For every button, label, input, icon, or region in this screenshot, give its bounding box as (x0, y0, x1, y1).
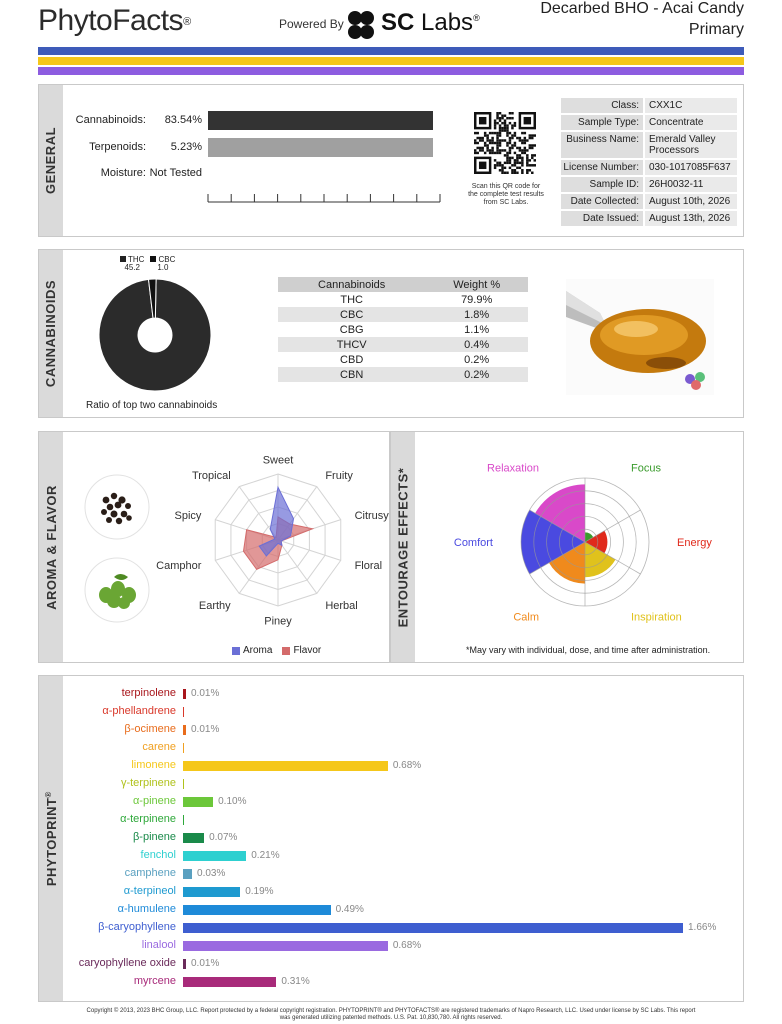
terpene-bar (183, 869, 192, 879)
legend-name: THC (120, 256, 144, 264)
terpene-name: caryophyllene oxide (78, 957, 176, 969)
terpene-value: 0.01% (191, 958, 220, 969)
terpene-name: limonene (131, 759, 176, 771)
table-row (278, 337, 528, 352)
entourage-note: *May vary with individual, dose, and time after administration. (466, 645, 711, 655)
sample-info-row (561, 211, 737, 226)
sample-info-value: CXX1C (645, 98, 737, 113)
sample-info-value: 26H0032-11 (645, 177, 737, 192)
header-stripe-yellow (38, 57, 744, 65)
terpene-bar (183, 887, 240, 897)
general-section-label: GENERAL (43, 126, 59, 195)
legend-swatch (150, 256, 156, 262)
effect-label: Focus (631, 462, 661, 475)
general-bar-value: 5.23% (170, 141, 202, 153)
entourage-section-label (396, 467, 411, 627)
terpene-value: 0.68% (392, 760, 422, 771)
cannabinoid-weight: 0.2% (464, 353, 490, 366)
terpene-name: fenchol (140, 849, 176, 861)
terpene-name: α-terpineol (123, 885, 176, 897)
legend-swatch (232, 647, 240, 655)
sample-info-key: Class: (561, 98, 643, 113)
aroma-peppercorn-image (84, 474, 150, 540)
product-name: Decarbed BHO - Acai Candy (540, 0, 744, 17)
terpene-name: α-humulene (117, 903, 176, 915)
sample-info-value: 030-1017085F637 (645, 160, 737, 175)
cannabinoids-sidebar (39, 250, 63, 417)
sample-info-row (561, 115, 737, 130)
general-bar-label: Terpenoids: (89, 141, 146, 153)
terpene-name: γ-terpinene (120, 777, 176, 789)
sc-labs-name (381, 9, 480, 37)
sample-info-row (561, 177, 737, 192)
sc-labs-logo-icon (345, 10, 377, 40)
powered-by-label: Powered By (279, 17, 344, 31)
sample-info-row (561, 98, 737, 113)
table-row (278, 322, 528, 337)
legend-value: 1.0 (157, 263, 169, 272)
qr-code[interactable] (474, 112, 536, 174)
effect-spoke (585, 510, 640, 542)
effect-label: Comfort (453, 537, 493, 549)
cannabinoid-weight: 79.9% (461, 293, 493, 306)
cannabinoid-name: CBD (340, 353, 364, 366)
general-axis (204, 192, 444, 206)
general-bar-label: Moisture: (100, 167, 146, 179)
terpene-bar (183, 797, 213, 807)
flavor-hops-image (84, 557, 150, 623)
terpene-bar (183, 815, 184, 825)
table-row (278, 292, 528, 307)
legend-swatch (120, 256, 126, 262)
cannabinoid-name: THCV (278, 337, 425, 352)
phytofacts-logo (38, 4, 191, 38)
terpene-bar (183, 923, 683, 933)
sample-info-key: Sample Type: (561, 115, 643, 130)
cannabinoid-name: CBG (339, 323, 364, 336)
lab-name-bold: SC (381, 9, 415, 36)
terpene-value: 0.01% (191, 688, 220, 699)
legend-item (282, 645, 321, 656)
radar-axis-label: Tropical (191, 469, 231, 482)
terpene-value: 1.66% (688, 922, 717, 933)
terpene-value: 0.07% (209, 832, 238, 843)
brand-mark: ® (183, 16, 191, 28)
qr-code-icon (474, 112, 536, 174)
legend-item (150, 256, 175, 272)
cannabinoid-weight: 0.4% (425, 337, 528, 352)
sample-info-row (561, 132, 737, 158)
product-title (540, 0, 744, 40)
terpene-name: β-caryophyllene (98, 921, 176, 933)
cannabinoid-ratio-donut (97, 277, 213, 393)
terpene-value: 0.21% (251, 850, 280, 861)
terpene-bar (183, 959, 186, 969)
terpene-value: 0.10% (218, 796, 247, 807)
terpene-name: α-pinene (132, 795, 176, 807)
entourage-label-mark: * (395, 467, 411, 473)
cannabinoid-name: CBC (278, 307, 425, 322)
terpene-value: 0.03% (197, 868, 226, 879)
terpene-name: β-ocimene (124, 723, 176, 735)
effect-label: Inspiration (631, 611, 682, 624)
terpene-value: 0.01% (191, 724, 220, 735)
product-category: Primary (688, 21, 744, 38)
legend-label: Flavor (293, 645, 322, 656)
sample-info-value: Concentrate (645, 115, 737, 130)
general-bar (208, 138, 433, 157)
terpene-bar (183, 905, 331, 915)
aroma-flavor-radar-chart (156, 450, 400, 630)
entourage-effects-chart (453, 455, 712, 625)
general-sidebar (39, 85, 63, 236)
general-bar (208, 111, 433, 130)
table-header-row (278, 277, 528, 292)
table-row (278, 367, 528, 382)
sample-info-key: Sample ID: (561, 177, 643, 192)
phytoprint-label-mark: ® (43, 791, 53, 798)
table-row (278, 352, 528, 367)
lab-mark: ® (473, 13, 480, 23)
sample-info-table (561, 98, 737, 228)
legend-swatch (282, 647, 290, 655)
terpene-bar (183, 689, 186, 699)
lab-name-light: Labs (421, 9, 474, 36)
radar-axis-label: Citrusy (354, 510, 389, 523)
cannabinoid-ratio-legend (120, 256, 175, 272)
table-header: Weight % (425, 277, 528, 292)
terpene-name: terpinolene (121, 687, 176, 699)
effect-label: Relaxation (487, 462, 539, 475)
effect-label: Energy (677, 537, 712, 549)
cannabinoid-weight: 1.8% (425, 307, 528, 322)
cannabinoid-weight: 0.2% (425, 367, 528, 382)
sample-info-key: Date Issued: (561, 211, 643, 226)
radar-axis-label: Floral (354, 559, 383, 572)
entourage-label-text: ENTOURAGE EFFECTS (395, 472, 411, 627)
radar-axis-label: Camphor (156, 559, 202, 572)
entourage-sidebar (391, 432, 415, 662)
terpene-bar (183, 743, 184, 753)
sample-info-row (561, 160, 737, 175)
cannabinoid-name: THC (340, 293, 363, 306)
effect-label: Calm (513, 611, 539, 624)
terpene-name: linalool (141, 939, 176, 951)
terpene-name: β-pinene (132, 831, 176, 843)
radar-axis-label: Sweet (262, 454, 294, 467)
general-bar-label: Cannabinoids: (75, 114, 146, 126)
radar-axis-label: Piney (264, 615, 292, 628)
brand-name: PhytoFacts (38, 4, 184, 37)
terpene-bar (183, 725, 186, 735)
terpene-bar (183, 977, 276, 987)
terpene-name: carene (142, 741, 176, 753)
phytoprint-label-text: PHYTOPRINT (43, 797, 59, 886)
sample-info-value: Emerald Valley Processors (645, 132, 737, 158)
legend-label: Aroma (243, 645, 273, 656)
radar-axis-label: Earthy (198, 600, 231, 613)
header-stripe-blue (38, 47, 744, 55)
cannabinoid-name: CBN (278, 367, 425, 382)
aroma-sidebar (39, 432, 63, 662)
terpene-name: α-terpinene (120, 813, 176, 825)
radar-axis-label: Herbal (325, 600, 358, 613)
legend-name: CBC (150, 256, 175, 264)
table-row (278, 307, 528, 322)
cannabinoid-table (278, 277, 528, 382)
terpene-bar (183, 761, 388, 771)
qr-caption: Scan this QR code for the complete test results from SC Labs. (468, 183, 544, 206)
legend-item (232, 645, 272, 656)
table-header: Cannabinoids (278, 277, 425, 292)
terpene-bar (183, 833, 204, 843)
cannabinoids-section-label: CANNABINOIDS (43, 279, 59, 388)
terpene-bar (183, 851, 246, 861)
terpene-bar (183, 779, 184, 789)
sample-info-row (561, 194, 737, 209)
header-stripe-purple (38, 67, 744, 75)
terpene-bar (183, 707, 184, 717)
footer-line-1: Copyright © 2013, 2023 BHC Group, LLC. Report protected by a federal copyright registration. PHYTOPRINT® and PHYTOFACTS® are registered trademarks of Napro Research, LLC. Used under license by SC Labs. This report (86, 1008, 696, 1014)
legend-value: 45.2 (124, 263, 141, 272)
legend-item (120, 256, 144, 272)
aroma-flavor-legend (232, 645, 321, 656)
radar-spoke (278, 540, 317, 593)
aroma-section-label: AROMA & FLAVOR (43, 484, 59, 610)
footer-copyright (20, 1008, 762, 1022)
general-bar-value: 83.54% (164, 114, 202, 126)
sample-info-value: August 13th, 2026 (645, 211, 737, 226)
sample-info-value: August 10th, 2026 (645, 194, 737, 209)
terpene-name: camphene (124, 867, 176, 879)
terpene-value: 0.49% (335, 904, 364, 915)
terpene-value: 0.19% (245, 886, 274, 897)
terpene-bar (183, 941, 388, 951)
cannabinoid-weight: 1.1% (464, 323, 490, 336)
sample-info-key: License Number: (561, 160, 643, 175)
ratio-caption: Ratio of top two cannabinoids (86, 400, 218, 411)
terpene-value: 0.31% (281, 976, 310, 987)
sample-info-key: Business Name: (561, 132, 643, 158)
radar-axis-label: Spicy (174, 510, 202, 523)
radar-axis-label: Fruity (325, 469, 353, 482)
concentrate-sample-image (566, 279, 714, 395)
sample-info-key: Date Collected: (561, 194, 643, 209)
terpene-name: α-phellandrene (102, 705, 176, 717)
terpene-name: myrcene (133, 975, 176, 987)
footer-line-2: was generated utilizing patented methods. U.S. Pat. 10,830,780. All rights reserved. (279, 1015, 503, 1021)
general-bar-value: Not Tested (149, 167, 202, 179)
terpene-value: 0.68% (392, 940, 422, 951)
